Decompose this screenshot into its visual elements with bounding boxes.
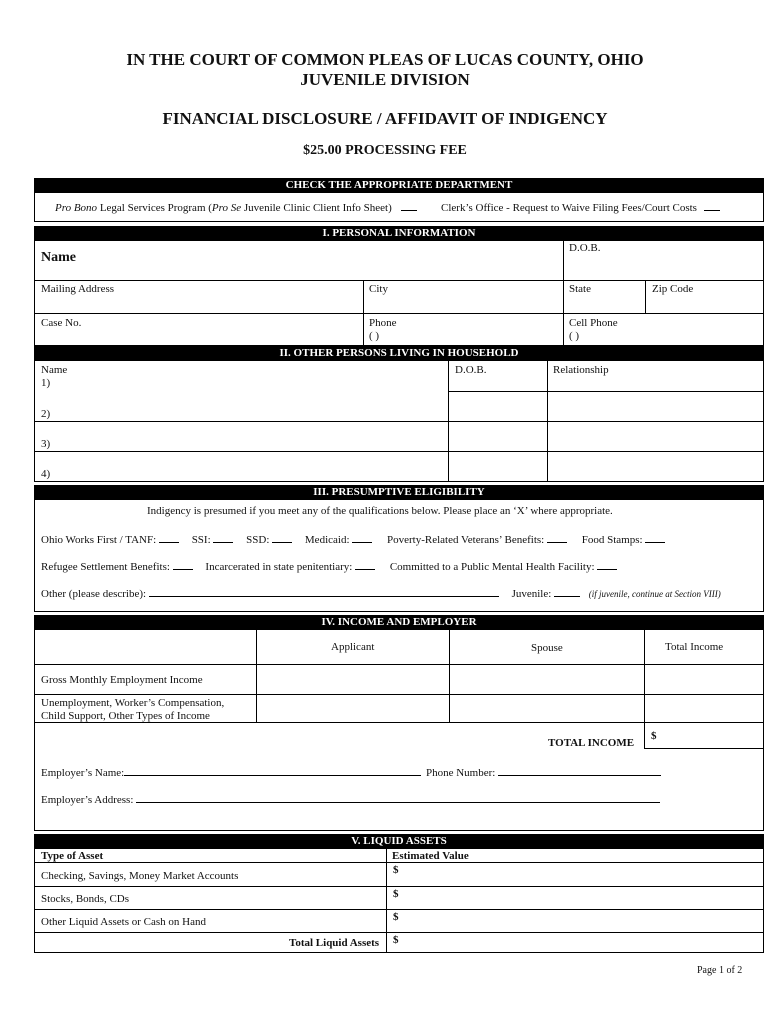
phone-number-label: Phone Number: — [425, 767, 496, 779]
stocks-value-field[interactable] — [403, 887, 763, 908]
zip-field[interactable] — [646, 296, 763, 312]
eligibility-row-2 — [41, 560, 617, 573]
other-income-label-2: Child Support, Other Types of Income — [41, 710, 210, 722]
city-label: City — [369, 283, 388, 295]
employer-address-line[interactable] — [136, 793, 660, 803]
pro-bono-text2: Juvenile Clinic Client Info Sheet) — [241, 202, 392, 214]
total-assets-dollar: $ — [393, 934, 399, 946]
pro-se-italic: Pro Se — [211, 202, 242, 214]
cell-phone-field[interactable]: ( ) — [569, 330, 580, 342]
food-stamps-label: Food Stamps: — [581, 534, 643, 546]
total-income-header: Total Income — [665, 641, 724, 653]
applicant-header: Applicant — [331, 641, 375, 653]
page-number: Page 1 of 2 — [697, 965, 743, 976]
city-field[interactable] — [364, 296, 562, 312]
household-row-4: 4) — [41, 468, 51, 480]
name-field[interactable] — [35, 264, 562, 279]
mailing-address-field[interactable] — [35, 296, 362, 312]
court-name: IN THE COURT OF COMMON PLEAS OF LUCAS COUNTY, OHIO — [126, 50, 644, 69]
household-name-field-1[interactable] — [55, 392, 447, 420]
ssi-check-line[interactable] — [213, 533, 233, 543]
eligibility-row-3 — [41, 587, 721, 600]
income-heading: IV. INCOME AND EMPLOYER — [34, 615, 764, 629]
phone-field[interactable]: ( ) — [369, 330, 380, 342]
household-name-label: Name — [41, 364, 68, 376]
department-heading: CHECK THE APPROPRIATE DEPARTMENT — [34, 178, 764, 192]
clerk-check-line[interactable] — [704, 201, 720, 211]
eligibility-intro: Indigency is presumed if you meet any of the qualifications below. Please place an ‘X’ where appropriate. — [147, 505, 613, 517]
medicaid-label: Medicaid: — [304, 534, 350, 546]
dob-label: D.O.B. — [569, 242, 601, 254]
household-row-3: 3) — [41, 438, 51, 450]
employer-name-line[interactable] — [124, 766, 421, 776]
other-assets-value-field[interactable] — [403, 910, 763, 931]
incarcerated-label: Incarcerated in state penitentiary: — [205, 561, 353, 573]
juvenile-label: Juvenile: — [511, 588, 552, 600]
household-name-field-3[interactable] — [55, 452, 447, 480]
personal-heading: I. PERSONAL INFORMATION — [34, 226, 764, 240]
owf-check-line[interactable] — [159, 533, 179, 543]
asset-row-other: Other Liquid Assets or Cash on Hand — [41, 916, 206, 928]
gross-total-field[interactable] — [645, 665, 763, 693]
household-row-2: 2) — [41, 408, 51, 420]
case-no-field[interactable] — [35, 330, 362, 345]
juvenile-check-line[interactable] — [554, 587, 580, 597]
total-assets-value-field[interactable] — [403, 933, 763, 952]
asset-row-checking: Checking, Savings, Money Market Accounts — [41, 870, 239, 882]
committed-label: Committed to a Public Mental Health Facility: — [389, 561, 595, 573]
type-of-asset-header: Type of Asset — [41, 850, 104, 862]
other-describe-line[interactable] — [149, 587, 499, 597]
ssd-label: SSD: — [246, 534, 270, 546]
gross-spouse-field[interactable] — [450, 665, 643, 693]
dob-field[interactable] — [564, 256, 763, 279]
veterans-check-line[interactable] — [547, 533, 567, 543]
ssd-check-line[interactable] — [272, 533, 292, 543]
other-spouse-field[interactable] — [450, 695, 643, 721]
checking-value-field[interactable] — [403, 863, 763, 885]
phone-label: Phone — [369, 317, 397, 329]
employer-name-row — [41, 766, 661, 779]
asset-row-stocks: Stocks, Bonds, CDs — [41, 893, 130, 905]
estimated-value-header: Estimated Value — [392, 850, 469, 862]
checking-dollar: $ — [393, 864, 399, 876]
pro-bono-check-line[interactable] — [401, 201, 417, 211]
refugee-check-line[interactable] — [173, 560, 193, 570]
pro-bono-text1: Legal Services Program ( — [97, 202, 212, 214]
zip-label: Zip Code — [652, 283, 694, 295]
eligibility-row-1 — [41, 533, 665, 546]
name-label: Name — [41, 250, 76, 265]
other-total-field[interactable] — [645, 695, 763, 721]
veterans-label: Poverty-Related Veterans’ Benefits: — [387, 534, 545, 546]
ssi-label: SSI: — [191, 534, 211, 546]
total-liquid-assets-label: Total Liquid Assets — [289, 937, 380, 949]
phone-number-line[interactable] — [498, 766, 661, 776]
medicaid-check-line[interactable] — [352, 533, 372, 543]
case-no-label: Case No. — [41, 317, 82, 329]
employer-address-label: Employer’s Address: — [41, 794, 134, 806]
other-applicant-field[interactable] — [257, 695, 448, 721]
gross-income-label: Gross Monthly Employment Income — [41, 674, 203, 686]
pro-bono-option[interactable] — [55, 201, 417, 214]
page-title: FINANCIAL DISCLOSURE / AFFIDAVIT OF INDIGENCY — [162, 109, 608, 128]
total-income-field[interactable] — [660, 724, 763, 747]
juvenile-note: (if juvenile, continue at Section VIII) — [588, 589, 721, 599]
processing-fee: $25.00 PROCESSING FEE — [303, 143, 467, 158]
mailing-address-label: Mailing Address — [41, 283, 115, 295]
employer-address-row — [41, 793, 660, 806]
cell-phone-label: Cell Phone — [569, 317, 618, 329]
liquid-heading: V. LIQUID ASSETS — [34, 834, 764, 848]
state-label: State — [569, 283, 591, 295]
stocks-dollar: $ — [393, 888, 399, 900]
other-assets-dollar: $ — [393, 911, 399, 923]
employer-name-label: Employer’s Name: — [41, 767, 125, 779]
incarcerated-check-line[interactable] — [355, 560, 375, 570]
household-name-field-2[interactable] — [55, 422, 447, 450]
total-income-dollar: $ — [651, 730, 657, 742]
spouse-header: Spouse — [531, 642, 563, 654]
clerk-label: Clerk’s Office - Request to Waive Filing Fees/Court Costs — [441, 202, 697, 214]
refugee-label: Refugee Settlement Benefits: — [41, 561, 170, 573]
other-income-label-1: Unemployment, Worker’s Compensation, — [41, 697, 225, 709]
court-division: JUVENILE DIVISION — [300, 70, 470, 89]
owf-label: Ohio Works First / TANF: — [41, 534, 157, 546]
pro-bono-italic: Pro Bono — [55, 202, 98, 214]
gross-applicant-field[interactable] — [257, 665, 448, 693]
other-label: Other (please describe): — [41, 588, 147, 600]
eligibility-heading: III. PRESUMPTIVE ELIGIBILITY — [34, 485, 764, 499]
household-heading: II. OTHER PERSONS LIVING IN HOUSEHOLD — [34, 346, 764, 360]
committed-check-line[interactable] — [597, 560, 617, 570]
clerk-option[interactable] — [441, 201, 720, 214]
total-income-label: TOTAL INCOME — [548, 737, 635, 749]
food-stamps-check-line[interactable] — [645, 533, 665, 543]
state-field[interactable] — [564, 296, 644, 312]
household-relationship-label: Relationship — [553, 364, 609, 376]
household-row-1: 1) — [41, 377, 51, 389]
household-dob-label: D.O.B. — [455, 364, 487, 376]
